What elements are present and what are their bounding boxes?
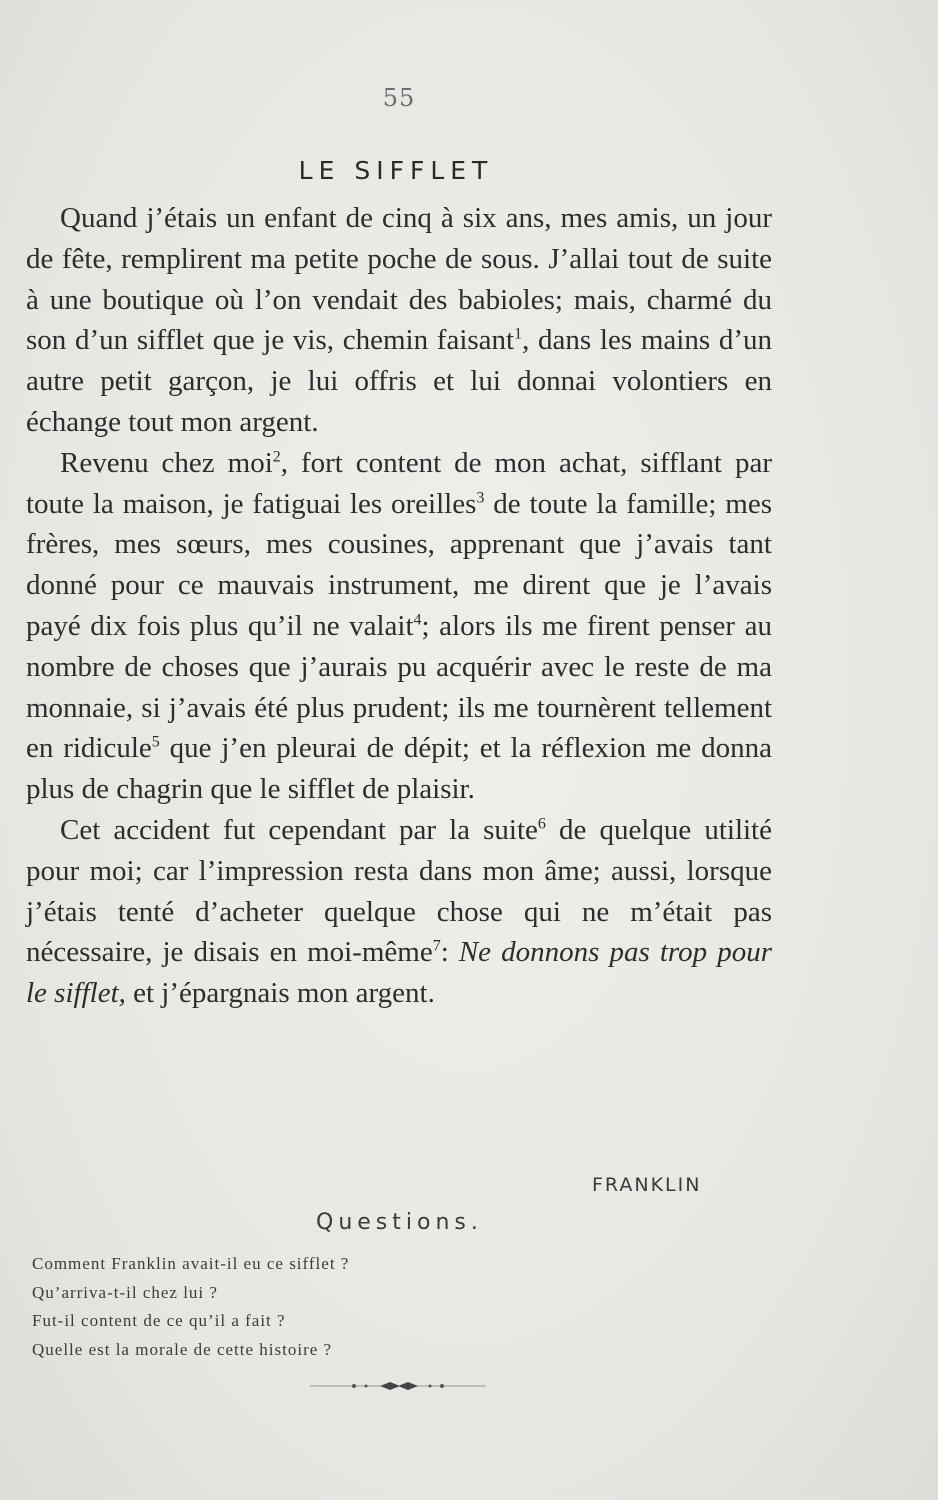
p3-text-c: : (440, 936, 459, 969)
p2-text-e: que j’en pleurai de dépit; et la réflexion me donna plus de chagrin que le sifflet de plaisir. (26, 732, 772, 806)
p1-rest: , dans les mains d’un autre petit garçon, je lui offris et lui donnai volontiers en échange tout mon argent. (26, 324, 772, 438)
question-item: Qu’arriva-t-il chez lui ? (32, 1282, 218, 1302)
footnote-ref-4: 4 (413, 611, 422, 629)
p3-text-d: et j’épargnais mon argent. (125, 977, 435, 1010)
footnote-ref-6: 6 (537, 815, 546, 833)
moral-quote: Ne donnons pas trop pour le sifflet, (26, 936, 772, 1010)
dash-diamond-ornament-icon (310, 1376, 486, 1396)
paragraph-1 (26, 198, 772, 443)
paragraph-3 (26, 810, 772, 1014)
footnote-ref-2: 2 (272, 448, 281, 466)
story-text (26, 198, 772, 1014)
footnote-ref-3: 3 (476, 488, 485, 506)
question-item: Quelle est la morale de cette histoire ? (32, 1339, 333, 1359)
p2-text-a: Revenu chez moi (60, 446, 273, 479)
page-number: 55 (382, 84, 416, 112)
questions-heading: Questions. (316, 1210, 483, 1235)
footnote-ref-5: 5 (151, 733, 160, 751)
p2-text-c: de toute la famille; mes frères, mes sœurs, mes cousines, apprenant que j’avais tant donné pour ce mauvais instrument, me dirent que je l’avais payé dix fois plus qu’il ne valait (26, 487, 772, 642)
questions-list (32, 1250, 349, 1364)
footnote-ref-7: 7 (432, 937, 441, 955)
footnote-ref-1: 1 (514, 325, 523, 343)
paragraph-2 (26, 443, 772, 810)
question-item: Fut-il content de ce qu’il a fait ? (32, 1311, 286, 1331)
chapter-title: LE SIFFLET (298, 156, 494, 185)
question-item: Comment Franklin avait-il eu ce sifflet ? (32, 1254, 350, 1273)
p3-text-b: de quelque utilité pour moi; car l’impression resta dans mon âme; aussi, lorsque j’étais tenté d’acheter quelque chose qui ne m’était pas nécessaire, je disais en moi-même (26, 813, 772, 969)
author-name: FRANKLIN (592, 1174, 702, 1196)
p1-text: Quand j’étais un enfant de cinq à six ans, mes amis, un jour de fête, remplirent ma petite poche de sous. J’allai tout de suite à une boutique où l’on vendait des babioles; mais, charmé du son d’un sifflet que je vis, chemin faisant (26, 202, 772, 357)
p2-text-b: , fort content de mon achat, sifflant par toute la maison, je fatiguai les oreilles (26, 446, 772, 520)
p2-text-d: ; alors ils me firent penser au nombre de choses que j’aurais pu acquérir avec le reste de ma monnaie, si j’avais été plus prudent; ils me tournèrent tellement en ridicule (26, 609, 772, 765)
p3-text-a: Cet accident fut cependant par la suite (60, 813, 538, 846)
